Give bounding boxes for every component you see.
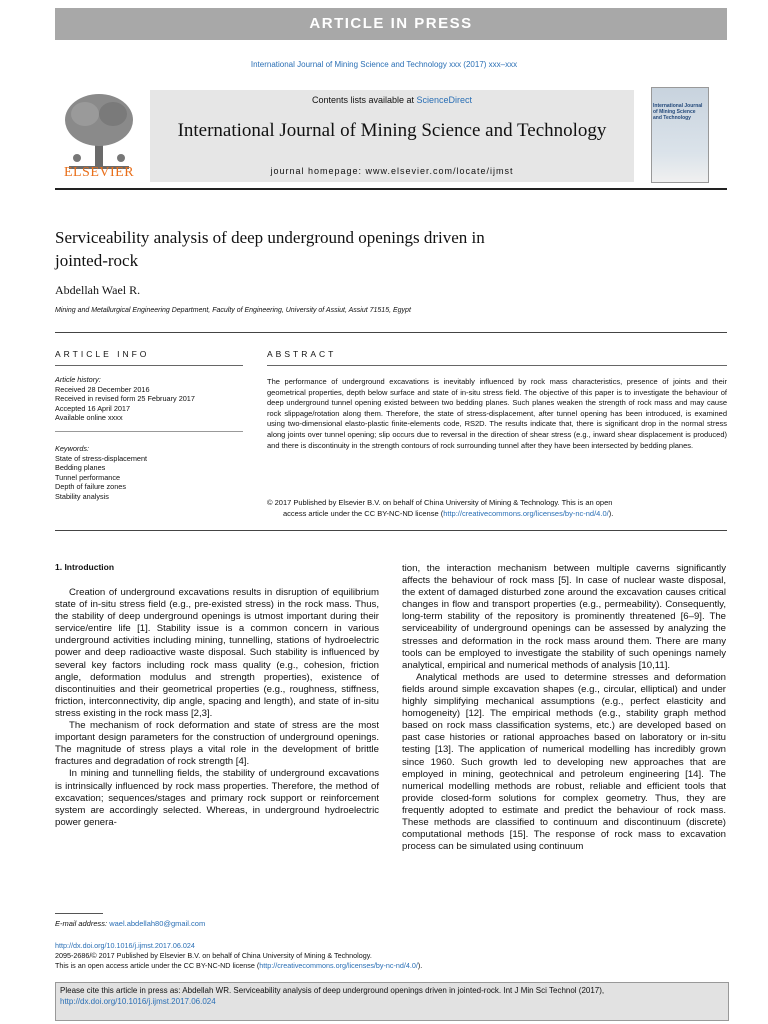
article-in-press-banner: ARTICLE IN PRESS [55, 8, 727, 40]
paragraph: tion, the interaction mechanism between multiple caverns significantly affects the behaviour of rock mass [5]. In case of nuclear waste disposal, the extent of damaged disturbed zone around the excavation causes critical changes in flow and transport properties (e.g., permeability). Consequently, long-term stability of the repository is prominently threatened [6–9]. The serviceability of underground openings can be assessed by analyzing the stresses and deformation in the rock mass around them. There are many tools can be employed to investigate the stability of such openings namely analytical, empirical and numerical methods of analysis [10,11]. [402, 563, 726, 671]
info-top-rule [55, 332, 727, 333]
journal-cover-title: International Journal of Mining Science and Technology [653, 103, 703, 121]
author-affiliation: Mining and Metallurgical Engineering Department, Faculty of Engineering, University of Assiut, Assiut 71515, Egypt [55, 307, 411, 314]
contents-prefix: Contents lists available at [311, 95, 417, 105]
keywords-label: Keywords: [55, 444, 90, 453]
copyright-line-1: © 2017 Published by Elsevier B.V. on behalf of China University of Mining & Technology. This is an open [267, 498, 613, 507]
license-link[interactable]: http://creativecommons.org/licenses/by-nc-nd/4.0/ [259, 961, 418, 970]
paragraph: Analytical methods are used to determine stresses and deformation fields around simple excavation shapes (e.g., circular, elliptical) and under highly simplifying mechanical assumptions (e.g., perfect elasticity and homogeneity) [12]. The empirical methods (e.g., stability graph method based on rock mass classification systems, etc.) are developed based on past case histories or rational approaches based on laboratory or in-situ testing [13]. The application of numerical modelling has incredibly grown since 1960. Such growth led to developing new approaches that are employed in mining, geotechnical and petroleum engineering [14]. The numerical modelling methods are robust, reliable and efficient tools that provide closed-form solutions for complex geometry. Thus, they are frequently adopted to estimate and predict the behaviour of rock mass. These methods are classified to continuum and discontinuum (discrete) computational methods [15]. The response of rock mass to excavation process can be simulated using continuum [402, 671, 726, 853]
copyright-line-2 [267, 509, 727, 520]
history-item: Received 28 December 2016 [55, 384, 150, 394]
intro-right-column [402, 563, 726, 853]
keyword-item: Stability analysis [55, 491, 109, 501]
footer-license [55, 961, 422, 971]
sciencedirect-link[interactable]: ScienceDirect [416, 95, 473, 105]
header-rule [55, 188, 727, 190]
article-title-line-2: jointed-rock [55, 251, 139, 270]
history-item: Available online xxxx [55, 413, 123, 422]
info-rule [55, 365, 243, 366]
keyword-item: Depth of failure zones [55, 482, 126, 491]
footer-issn: 2095-2686/© 2017 Published by Elsevier B.V. on behalf of China University of Mining & Technology. [55, 951, 372, 960]
section-heading-introduction: 1. Introduction [55, 562, 115, 572]
citation-doi-link[interactable]: http://dx.doi.org/10.1016/j.ijmst.2017.06.024 [60, 997, 216, 1006]
article-info-heading: ARTICLE INFO [55, 349, 150, 359]
license-suffix: ). [417, 961, 423, 970]
history-item: Accepted 16 April 2017 [55, 403, 131, 413]
keywords [55, 444, 243, 501]
abstract-text: The performance of underground excavations is inevitably influenced by rock mass characteristics, presence of joints and their geometrical properties, depth below surface and state of in-situ stress field. The objective of this paper is to investigate the behaviour of deep underground tunnel opening existed between two bedding planes. Such planes weaken the strength of rock mass and may cause rock slippage/rotation along them. Therefore, the state of stress-displacement, after tunnel opening has been introduced, is examined using two-dimensional elasto-plastic finite-elements code, RS2D. The results indicate that, there is significant drop in the normal stress along joints over tunnel opening; slip occurs due to reversal in the direction of shear stress (e.g., inward shear displacement is produced) and there is discontinuity in the strength contours of rock surrounding tunnel after they have been intersected by bedding planes. [267, 377, 727, 450]
abstract-copyright [267, 498, 727, 519]
history-label: Article history: [55, 375, 101, 384]
doi-link[interactable]: http://dx.doi.org/10.1016/j.ijmst.2017.06.024 [55, 941, 195, 950]
keyword-item: Bedding planes [55, 463, 106, 472]
corresponding-email [55, 919, 205, 928]
abstract-heading: ABSTRACT [267, 349, 337, 359]
citation-box [55, 982, 729, 1021]
journal-reference[interactable]: International Journal of Mining Science and Technology xxx (2017) xxx–xxx [250, 60, 518, 69]
paragraph: The mechanism of rock deformation and state of stress are the most important design parameters for the construction of underground openings. The magnitude of stress plays a vital role in the development of brittle fractures and degradation of rock strength [4]. [55, 720, 379, 768]
paragraph: Creation of underground excavations results in disruption of equilibrium state of in-situ stress field (e.g., pre-existed stress) in the rock mass. Thus, the stability of deep underground openings is utmost important during their service/entire life [1]. Stability issue is a common concern in various underground activities including mining, tunnelling, stations of hydroelectric power and deep radioactive waste disposal. Such stability is influenced by several key factors including rock mass quality (e.g., cohesion, friction angle, deformation modulus and strength properties), existence of discontinuities and their geometrical properties (e.g., roughness, stiffness, friction, interconnectivity, dip angle, spacing and length), and state of in-situ stress existing in the rock mass [2,3]. [55, 587, 379, 719]
paragraph: In mining and tunnelling fields, the stability of underground excavations is intrinsically influenced by rock mass properties. Therefore, the method of excavation; sequences/stages and primary rock support or reinforcement system are accordingly selected. Whereas, in underground hydroelectric power genera- [55, 768, 379, 828]
email-link[interactable]: wael.abdellah80@gmail.com [109, 919, 206, 928]
article-title [55, 226, 655, 272]
journal-cover-image [651, 87, 709, 183]
author-name[interactable]: Abdellah Wael R. [55, 283, 141, 297]
contents-line [150, 95, 634, 105]
keyword-item: Tunnel performance [55, 472, 121, 482]
keyword-item: State of stress-displacement [55, 453, 148, 463]
keywords-rule [55, 431, 243, 432]
abstract-rule [267, 365, 727, 366]
intro-left-column [55, 587, 379, 829]
journal-homepage[interactable]: journal homepage: www.elsevier.com/locate/ijmst [270, 166, 514, 176]
article-history [55, 375, 243, 423]
footnote-rule [55, 913, 103, 914]
email-label: E-mail address: [55, 919, 110, 928]
journal-title: International Journal of Mining Science and Technology [177, 120, 607, 141]
footer-doi [55, 941, 195, 951]
elsevier-logo-text: ELSEVIER [63, 165, 135, 180]
citation-text: Please cite this article in press as: Abdellah WR. Serviceability analysis of deep underground openings driven in jointed-rock. Int J Min Sci Technol (2017), [60, 986, 605, 995]
copyright-prefix: access article under the CC BY-NC-ND license ( [283, 508, 444, 518]
history-item: Received in revised form 25 February 2017 [55, 394, 195, 403]
article-title-line-1: Serviceability analysis of deep underground openings driven in [55, 228, 485, 247]
abstract-bottom-rule [55, 530, 727, 531]
license-prefix: This is an open access article under the CC BY-NC-ND license ( [55, 961, 260, 970]
copyright-suffix: ). [608, 508, 614, 518]
copyright-license-link[interactable]: http://creativecommons.org/licenses/by-nc-nd/4.0/ [443, 508, 609, 518]
